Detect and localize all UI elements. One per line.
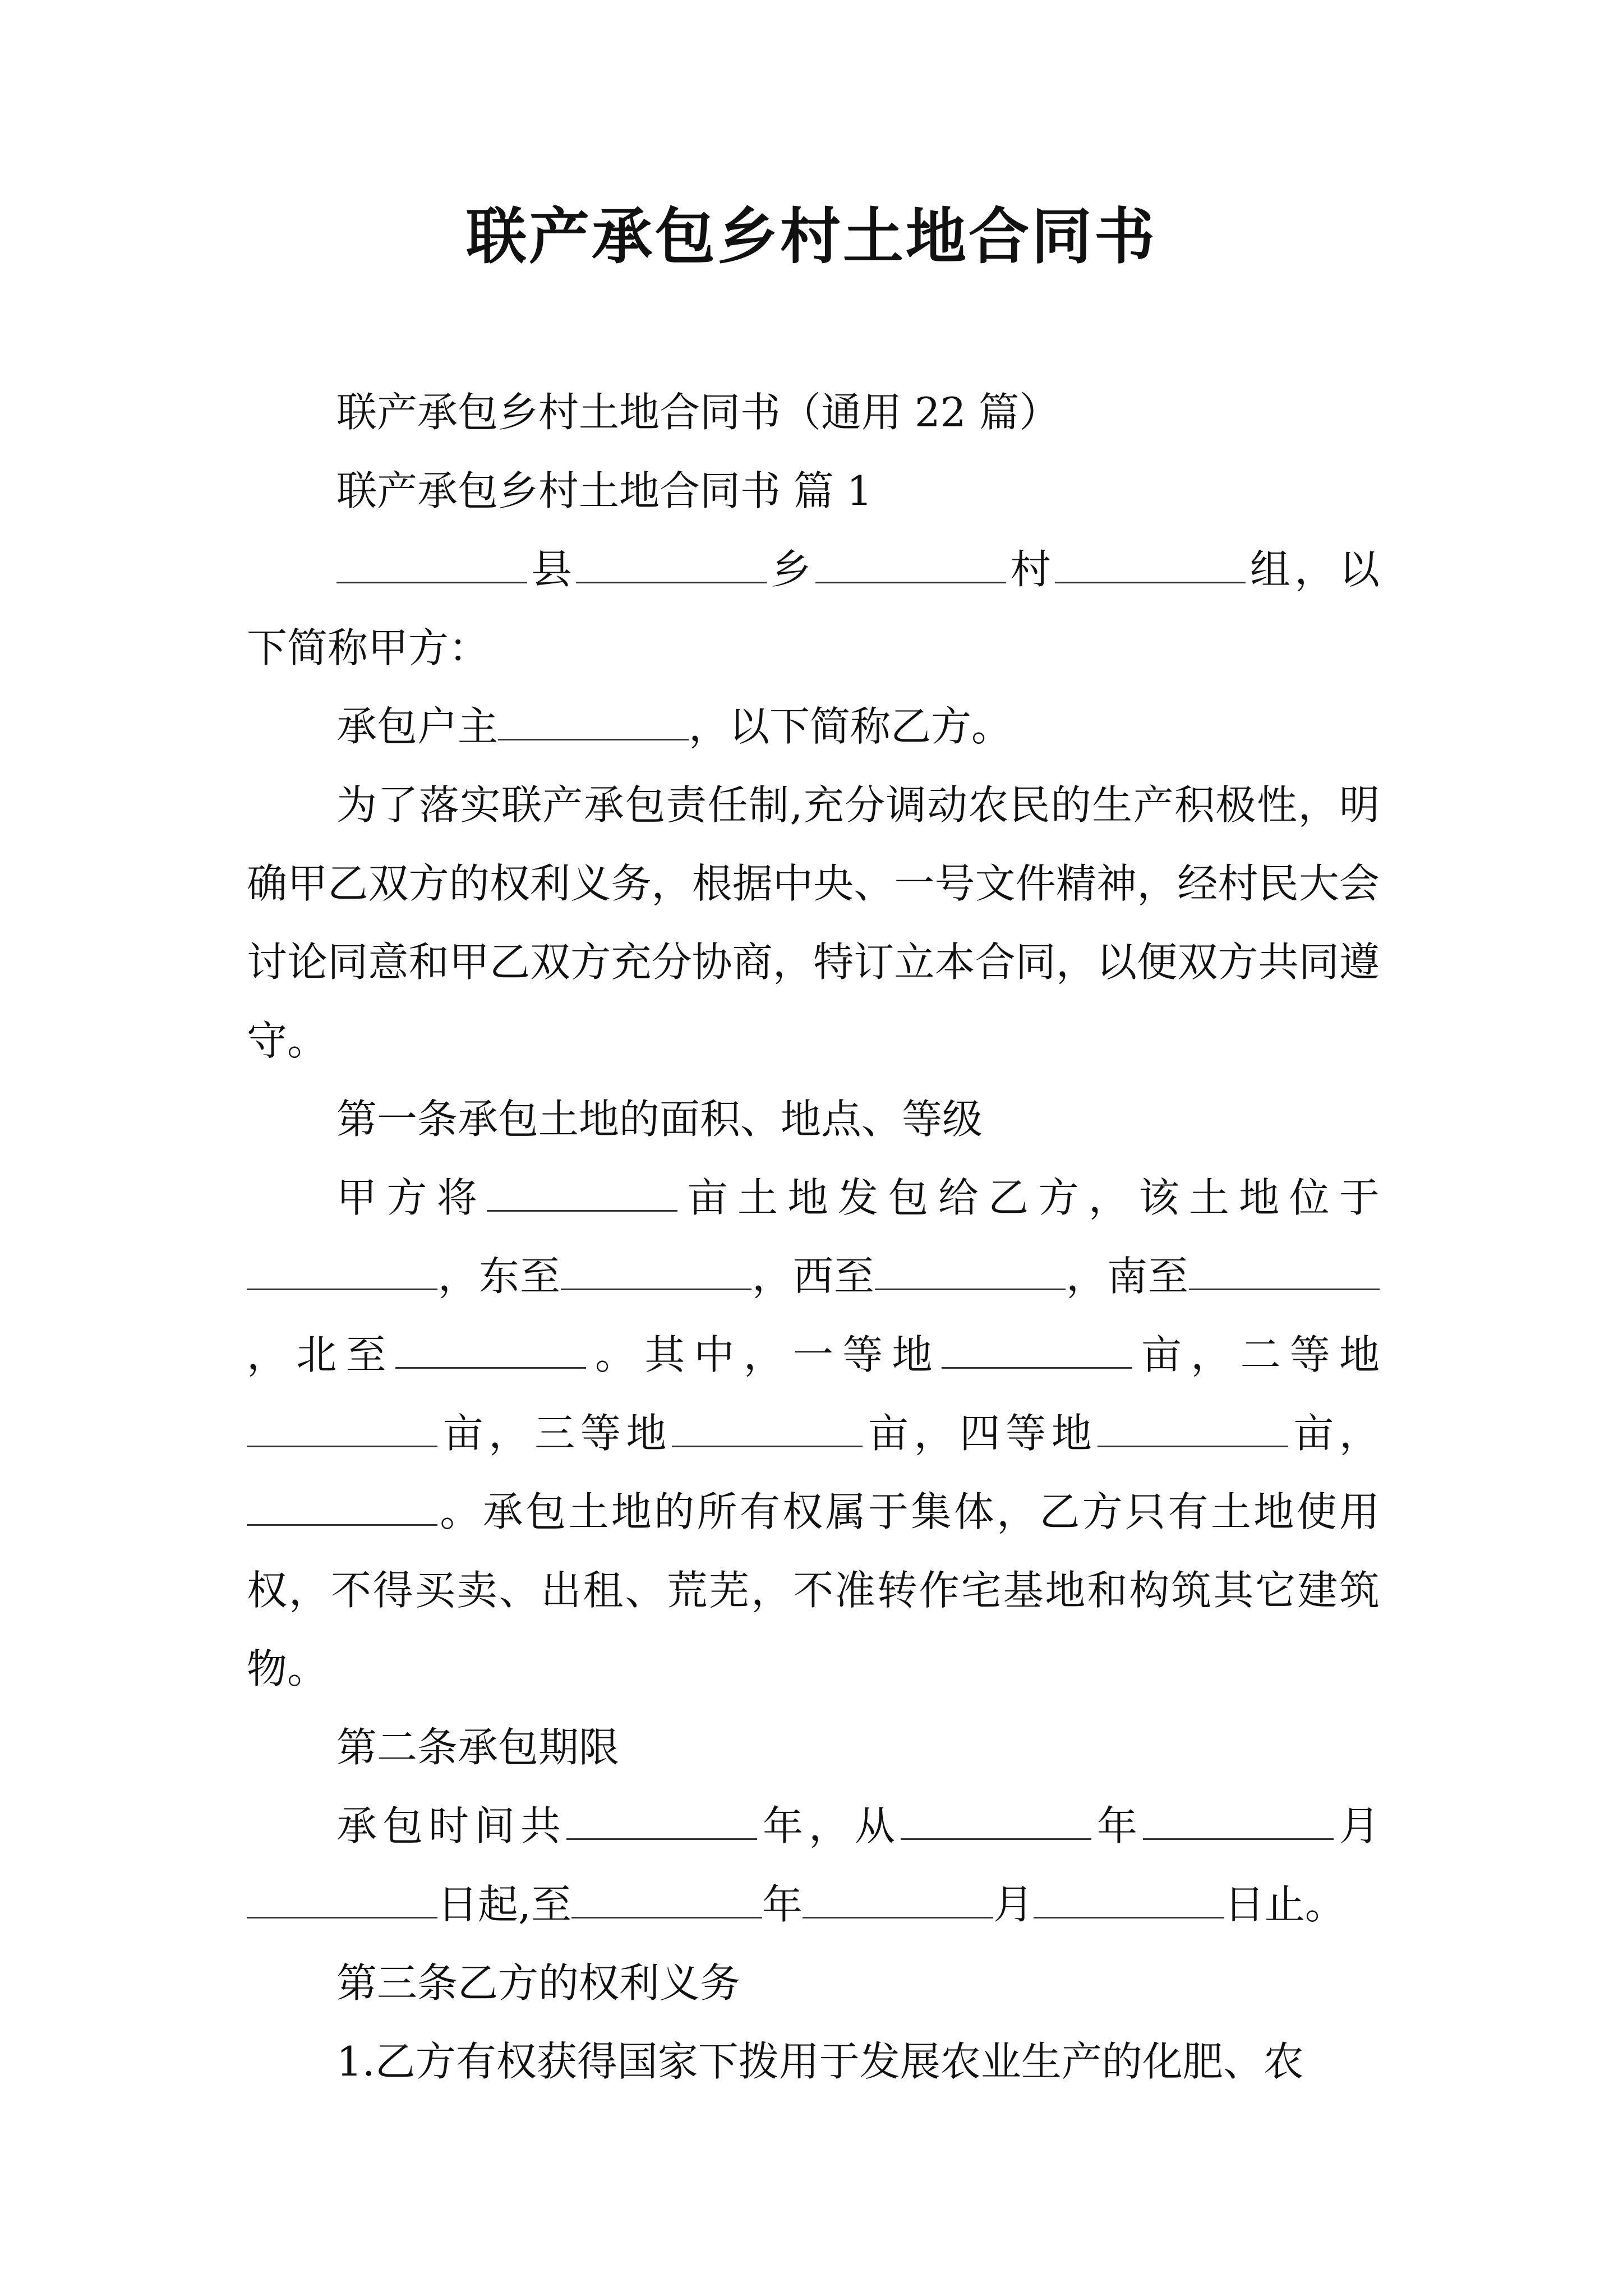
- text-township: 乡: [767, 546, 816, 593]
- article3-item1: 1.乙方有权获得国家下拨用于发展农业生产的化肥、农: [336, 2038, 1304, 2085]
- blank-field: [561, 1253, 751, 1290]
- party-b-paragraph: [247, 687, 1380, 766]
- blank-field: [247, 1881, 437, 1918]
- blank-field: [247, 1488, 437, 1526]
- article1-paragraph: [247, 1158, 1380, 1708]
- a1-t10: 亩，三等地: [437, 1410, 672, 1457]
- a1-t12: 亩，: [1288, 1410, 1380, 1457]
- blank-field: [803, 1881, 993, 1918]
- section-heading: 联产承包乡村土地合同书 篇 1: [336, 467, 873, 514]
- blank-field: [875, 1253, 1066, 1290]
- a2-t3: 年: [1091, 1802, 1143, 1849]
- blank-field: [942, 1331, 1132, 1369]
- blank-field: [672, 1410, 863, 1447]
- blank-field: [1143, 1802, 1334, 1840]
- a1-t11: 亩，四等地: [863, 1410, 1098, 1457]
- a2-t2: 年，从: [757, 1802, 901, 1849]
- a2-t6: 年: [762, 1881, 803, 1928]
- article3-heading: 第三条乙方的权利义务: [336, 1959, 741, 2007]
- a2-t4: 月: [1333, 1802, 1380, 1849]
- a1-t6: ，北至: [247, 1331, 395, 1378]
- blank-field: [576, 546, 767, 583]
- party-a-paragraph: [247, 530, 1380, 687]
- blank-field: [247, 1410, 437, 1447]
- blank-field: [815, 546, 1006, 583]
- purpose-paragraph: 为了落实联产承包责任制,充分调动农民的生产积极性，明确甲乙双方的权利义务，根据中央、一号文件精神，经村民大会讨论同意和甲乙双方充分协商，特订立本合同，以便双方共同遵守。: [247, 781, 1380, 1064]
- blank-field: [571, 1881, 762, 1918]
- a2-t5: 日起,至: [437, 1881, 571, 1928]
- blank-field: [1189, 1253, 1380, 1290]
- a1-t7: 。其中，一等地: [585, 1331, 942, 1378]
- document-body: [247, 373, 1380, 2101]
- a1-t13: 。承包土地的所有权属于集体，乙方只有土地使用权，不得买卖、出租、荒芜，不准转作宅基地和构筑其它建筑物。: [247, 1488, 1380, 1692]
- a2-t8: 日止。: [1224, 1881, 1345, 1928]
- a1-t3: ，东至: [437, 1253, 561, 1300]
- a1-t5: ，南至: [1066, 1253, 1189, 1300]
- blank-field: [498, 703, 689, 740]
- text-group: 组，以: [1246, 546, 1380, 593]
- text-party-a-tail: 下简称甲方：: [247, 624, 490, 671]
- article2-paragraph: [247, 1787, 1380, 1944]
- blank-field: [901, 1802, 1091, 1840]
- blank-field: [1098, 1410, 1288, 1447]
- a2-t1: 承包时间共: [336, 1802, 566, 1849]
- subtitle: 联产承包乡村土地合同书（通用 22 篇）: [336, 389, 1060, 436]
- document-title: 联产承包乡村土地合同书: [465, 201, 1157, 272]
- blank-field: [1034, 1881, 1224, 1918]
- article1-heading: 第一条承包土地的面积、地点、等级: [336, 1096, 983, 1143]
- article2-heading: 第二条承包期限: [336, 1724, 620, 1771]
- blank-field: [566, 1802, 757, 1840]
- text-party-b-suffix: ，以下简称乙方。: [689, 703, 1012, 750]
- text-county: 县: [527, 546, 577, 593]
- a2-t7: 月: [993, 1881, 1034, 1928]
- blank-field: [1055, 546, 1246, 583]
- a1-t9: 二等地: [1240, 1331, 1380, 1378]
- text-party-b-prefix: 承包户主: [336, 703, 499, 750]
- blank-field: [336, 546, 527, 583]
- text-village: 村: [1006, 546, 1055, 593]
- blank-field: [487, 1174, 677, 1212]
- a1-t2: 亩土地发包给乙方，该土地位于: [677, 1174, 1380, 1221]
- a1-t4: ，西至: [751, 1253, 875, 1300]
- blank-field: [247, 1253, 437, 1290]
- blank-field: [395, 1331, 586, 1369]
- a1-t1: 甲方将: [336, 1174, 487, 1221]
- a1-t8: 亩，: [1132, 1331, 1241, 1378]
